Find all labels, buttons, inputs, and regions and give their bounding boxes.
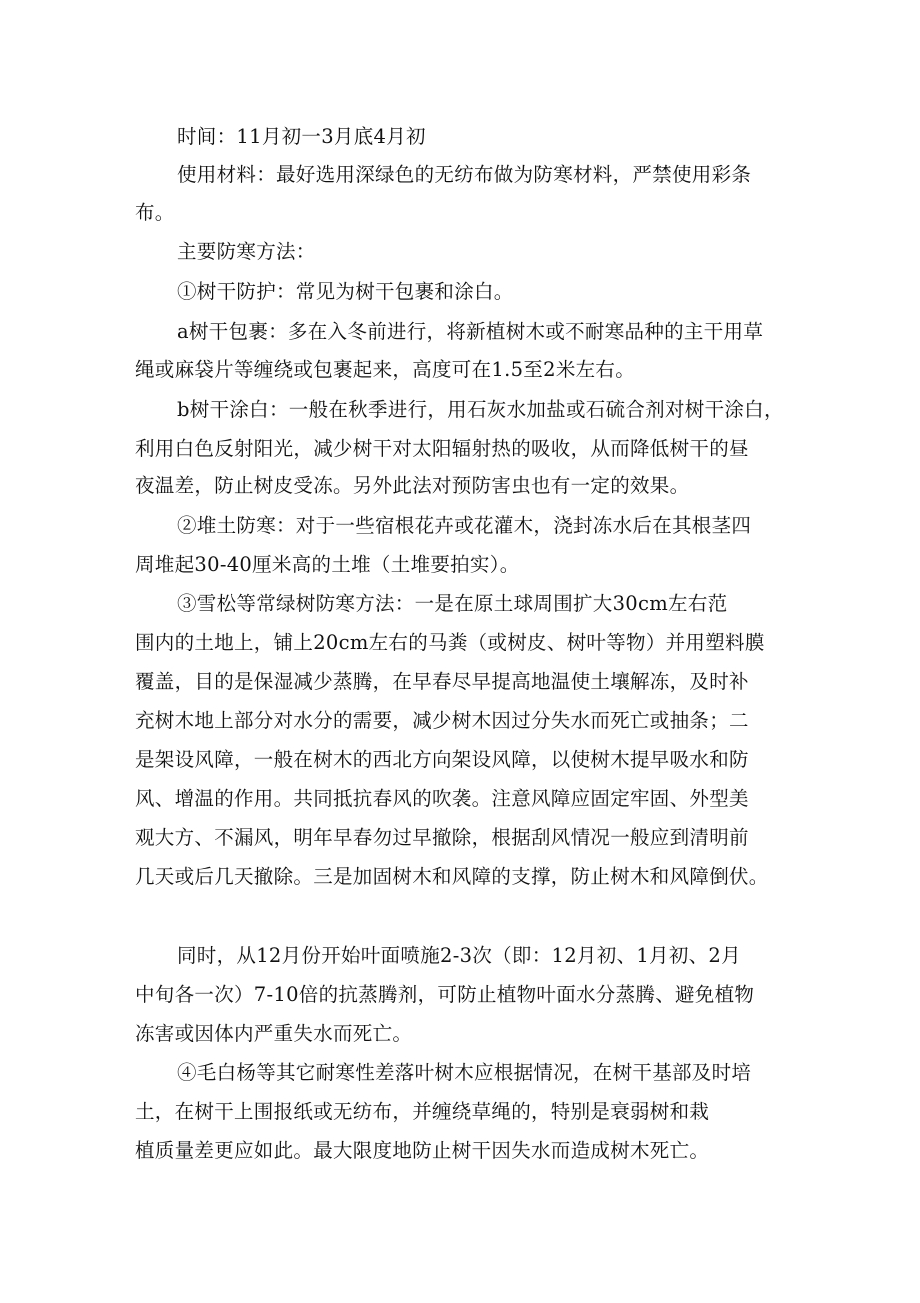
text-line-simultaneous: 同时，从12月份开始叶面喷施2-3次（即：12月初、1月初、2月 [177,944,741,967]
text-line: 围内的土地上，铺上20cm左右的马粪（或树皮、树叶等物）并用塑料膜 [135,631,765,654]
text-line-item-1a: a树干包裹：多在入冬前进行，将新植树木或不耐寒品种的主干用草 [177,320,764,343]
text-line: 冻害或因体内严重失水而死亡。 [135,1022,413,1045]
text-line-time: 时间：11月初一3月底4月初 [177,125,426,148]
text-line-materials: 使用材料：最好选用深绿色的无纺布做为防寒材料，严禁使用彩条 [177,163,752,186]
text-line: 几天或后几天撤除。三是加固树木和风障的支撑，防止树木和风障倒伏。 [135,865,769,888]
text-line: 风、增温的作用。共同抵抗春风的吹袭。注意风障应固定牢固、外型美 [135,787,749,810]
text-line-item-2: ②堆土防寒：对于一些宿根花卉或花灌木，浇封冻水后在其根茎四 [177,514,752,537]
text-line-item-3: ③雪松等常绿树防寒方法：一是在原土球周围扩大30cm左右范 [177,592,728,615]
text-line-main-methods-heading: 主要防寒方法： [177,240,316,263]
text-line: 绳或麻袋片等缠绕或包裹起来，高度可在1.5至2米左右。 [135,358,636,381]
text-line: 布。 [135,201,175,224]
text-line: 利用白色反射阳光，减少树干对太阳辐射热的吸收，从而降低树干的昼 [135,437,749,460]
text-line-item-4: ④毛白杨等其它耐寒性差落叶树木应根据情况，在树干基部及时培 [177,1061,752,1084]
text-line: 是架设风障，一般在树木的西北方向架设风障，以使树木提早吸水和防 [135,748,749,771]
text-line: 植质量差更应如此。最大限度地防止树干因失水而造成树木死亡。 [135,1139,710,1162]
text-line: 中旬各一次）7-10倍的抗蒸腾剂，可防止植物叶面水分蒸腾、避免植物 [135,983,755,1006]
text-line: 覆盖，目的是保湿减少蒸腾，在早春尽早提高地温使土壤解冻，及时补 [135,670,749,693]
text-line: 土，在树干上围报纸或无纺布，并缠绕草绳的，特别是衰弱树和栽 [135,1100,710,1123]
text-line-item-1: ①树干防护：常见为树干包裹和涂白。 [177,280,514,303]
text-line: 周堆起30-40厘米高的土堆（土堆要拍实）。 [135,553,520,576]
text-line-item-1b: b树干涂白：一般在秋季进行，用石灰水加盐或石硫合剂对树干涂白， [177,398,784,421]
text-line: 观大方、不漏风，明年早春勿过早撤除，根据刮风情况一般应到清明前 [135,826,749,849]
text-line: 夜温差，防止树皮受冻。另外此法对预防害虫也有一定的效果。 [135,474,690,497]
text-line: 充树木地上部分对水分的需要，减少树木因过分失水而死亡或抽条；二 [135,709,749,732]
